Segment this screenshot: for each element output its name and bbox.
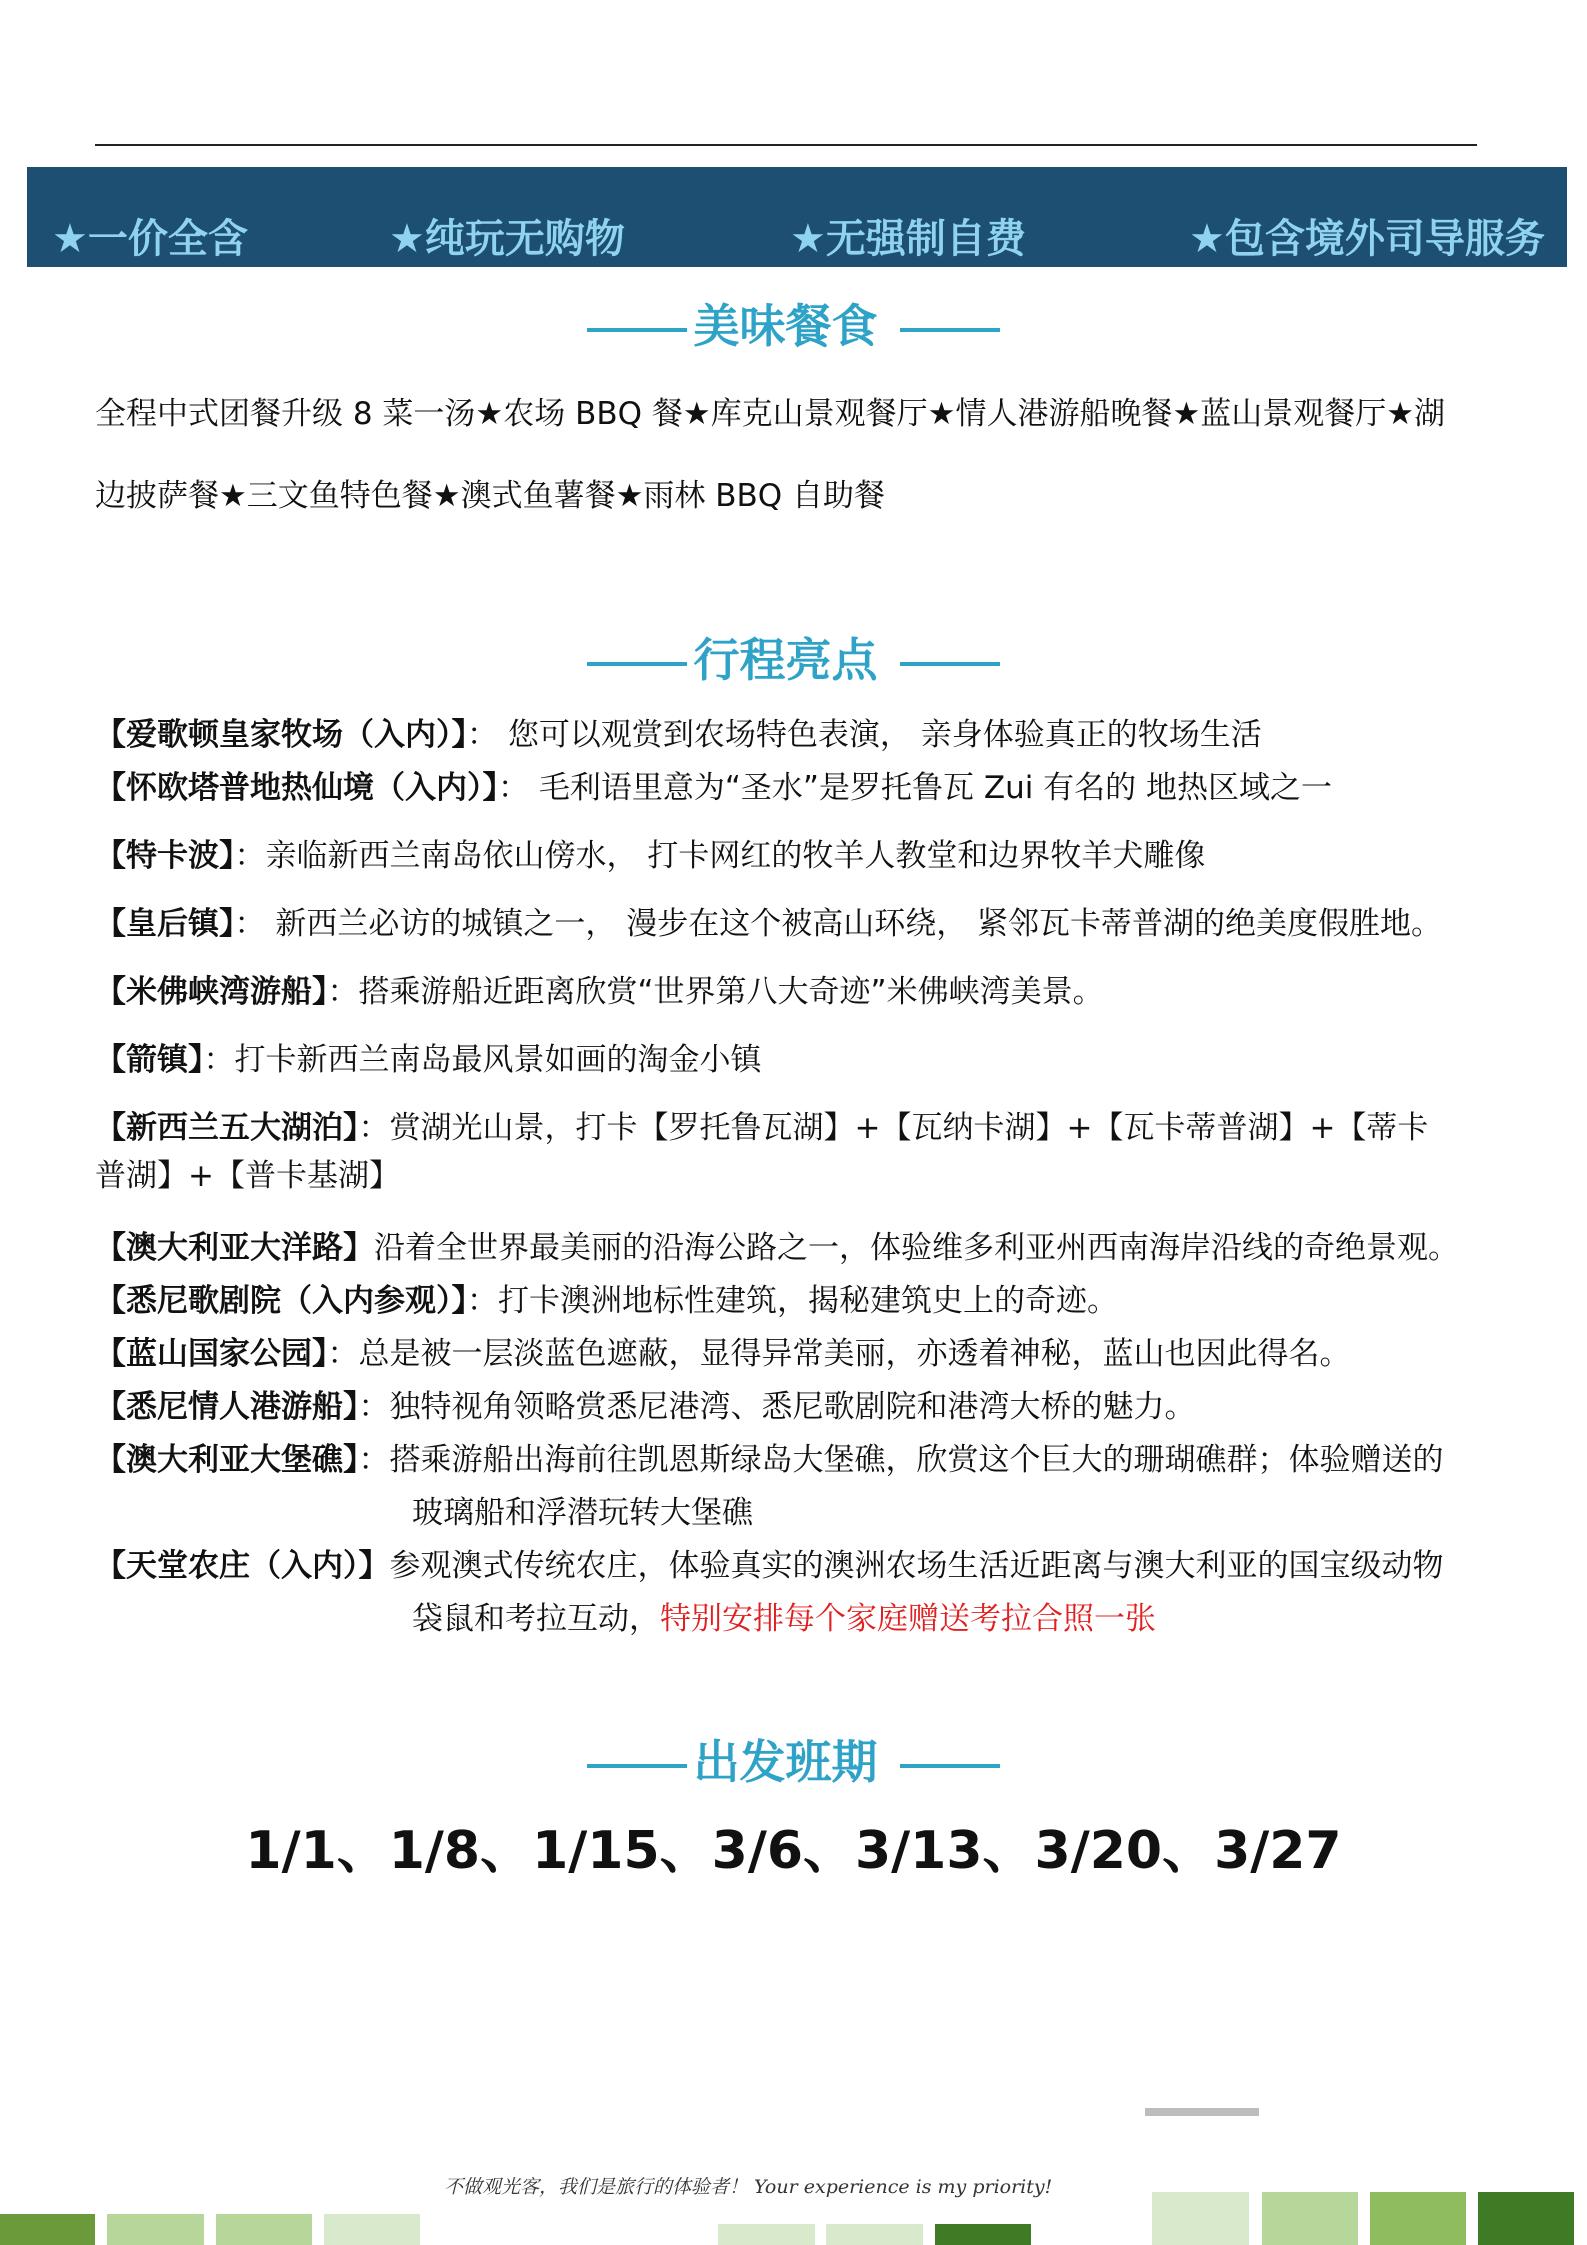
highlight-text: ：搭乘游船近距离欣赏“世界第八大奇迹”米佛峡湾美景。	[327, 974, 1104, 1010]
highlights-title	[0, 624, 1587, 690]
departure-dates: 1/1、1/8、1/15、3/6、3/13、3/20、3/27	[245, 1821, 1342, 1881]
highlight-name: 【天堂农庄（入内）】	[95, 1548, 390, 1584]
highlight-item	[95, 898, 1442, 943]
title-rule-left	[587, 662, 687, 666]
meals-title	[0, 290, 1587, 356]
highlight-special-note: 特别安排每个家庭赠送考拉合照一张	[660, 1601, 1156, 1637]
footer-block	[1478, 2192, 1574, 2245]
footer-block	[0, 2214, 95, 2245]
highlight-item	[95, 762, 1332, 807]
highlight-item	[95, 1328, 1351, 1373]
highlight-name: 【箭镇】	[95, 1042, 204, 1078]
banner-item-driver-guide: ★包含境外司导服务	[1189, 216, 1545, 262]
highlight-item	[95, 1540, 1444, 1585]
highlight-text: ：总是被一层淡蓝色遮蔽，显得异常美丽，亦透着神秘，蓝山也因此得名。	[327, 1336, 1351, 1372]
meals-title-text: 美味餐食	[693, 299, 878, 353]
highlight-text: ：打卡新西兰南岛最风景如画的淘金小镇	[203, 1042, 762, 1078]
highlight-item	[95, 1434, 1444, 1479]
highlight-item	[95, 1275, 1118, 1320]
highlights-title-text: 行程亮点	[693, 633, 878, 687]
banner-item-no-forced-extras: ★无强制自费	[790, 216, 1026, 262]
highlight-text: ： 您可以观赏到农场特色表演， 亲身体验真正的牧场生活	[467, 717, 1262, 753]
highlight-text: ：赏湖光山景，打卡【罗托鲁瓦湖】+【瓦纳卡湖】+【瓦卡蒂普湖】+【蒂卡	[358, 1110, 1429, 1146]
highlight-item	[95, 1222, 1459, 1267]
title-rule-left	[587, 328, 687, 332]
footer-block	[324, 2214, 420, 2245]
highlight-text: ： 新西兰必访的城镇之一， 漫步在这个被高山环绕， 紧邻瓦卡蒂普湖的绝美度假胜地。	[234, 906, 1443, 942]
top-rule	[95, 144, 1477, 146]
highlight-name: 【爱歌顿皇家牧场（入内）】	[95, 717, 467, 753]
footer-slogan: 不做观光客，我们是旅行的体验者！ Your experience is my priority!	[444, 2176, 1053, 2198]
highlight-name: 【澳大利亚大洋路】	[95, 1230, 374, 1266]
highlight-text: ：独特视角领略赏悉尼港湾、悉尼歌剧院和港湾大桥的魅力。	[358, 1389, 1196, 1425]
highlight-item	[95, 709, 1262, 754]
highlight-item-continued: 普湖】+【普卡基湖】	[95, 1158, 400, 1194]
footer-block	[826, 2224, 923, 2245]
highlight-name: 【悉尼情人港游船】	[95, 1389, 359, 1425]
footer-gray-bar	[1145, 2108, 1259, 2116]
highlight-item	[95, 1102, 1428, 1147]
title-rule-left	[587, 1764, 687, 1768]
banner-item-no-shopping: ★纯玩无购物	[389, 216, 625, 262]
title-rule-right	[900, 328, 1000, 332]
highlight-item	[95, 1381, 1196, 1426]
footer-block	[216, 2214, 312, 2245]
footer-block	[107, 2214, 204, 2245]
highlight-item	[95, 966, 1104, 1011]
highlight-name: 【蓝山国家公园】	[95, 1336, 328, 1372]
footer-block	[1262, 2192, 1358, 2245]
highlight-name: 【特卡波】	[95, 838, 235, 874]
highlight-text: ：亲临新西兰南岛依山傍水， 打卡网红的牧羊人教堂和边界牧羊犬雕像	[234, 838, 1206, 874]
highlight-item	[95, 830, 1205, 875]
meals-line-2: 边披萨餐★三文鱼特色餐★澳式鱼薯餐★雨林 BBQ 自助餐	[95, 478, 886, 514]
highlight-text: ：打卡澳洲地标性建筑，揭秘建筑史上的奇迹。	[467, 1283, 1118, 1319]
highlight-text: ： 毛利语里意为“圣水”是罗托鲁瓦 Zui 有名的 地热区域之一	[498, 770, 1333, 806]
highlight-name: 【新西兰五大湖泊】	[95, 1110, 359, 1146]
highlight-text: 参观澳式传统农庄，体验真实的澳洲农场生活近距离与澳大利亚的国宝级动物	[389, 1548, 1444, 1584]
highlight-text: ：搭乘游船出海前往凯恩斯绿岛大堡礁，欣赏这个巨大的珊瑚礁群；体验赠送的	[358, 1442, 1444, 1478]
feature-banner	[27, 167, 1567, 267]
meals-line-1: 全程中式团餐升级 8 菜一汤★农场 BBQ 餐★库克山景观餐厅★情人港游船晚餐★蓝山景观餐厅★湖	[95, 396, 1446, 432]
highlight-name: 【悉尼歌剧院（入内参观）】	[95, 1283, 467, 1319]
highlight-item-continued	[412, 1593, 1156, 1638]
departure-title	[0, 1726, 1587, 1792]
departure-title-text: 出发班期	[693, 1735, 878, 1789]
title-rule-right	[900, 662, 1000, 666]
title-rule-right	[900, 1764, 1000, 1768]
footer-block	[935, 2224, 1031, 2245]
highlight-name: 【澳大利亚大堡礁】	[95, 1442, 359, 1478]
highlight-item-continued: 玻璃船和浮潜玩转大堡礁	[412, 1495, 753, 1531]
highlight-text: 沿着全世界最美丽的沿海公路之一，体验维多利亚州西南海岸沿线的奇绝景观。	[374, 1230, 1459, 1266]
highlight-name: 【米佛峡湾游船】	[95, 974, 328, 1010]
highlight-name: 【怀欧塔普地热仙境（入内）】	[95, 770, 498, 806]
footer-block	[718, 2224, 815, 2245]
highlight-name: 【皇后镇】	[95, 906, 235, 942]
banner-item-all-inclusive: ★一价全含	[52, 216, 248, 262]
highlight-item	[95, 1034, 762, 1079]
footer-block	[1152, 2192, 1249, 2245]
footer-block	[1370, 2192, 1466, 2245]
highlight-cont-text: 袋鼠和考拉互动，	[412, 1601, 660, 1637]
